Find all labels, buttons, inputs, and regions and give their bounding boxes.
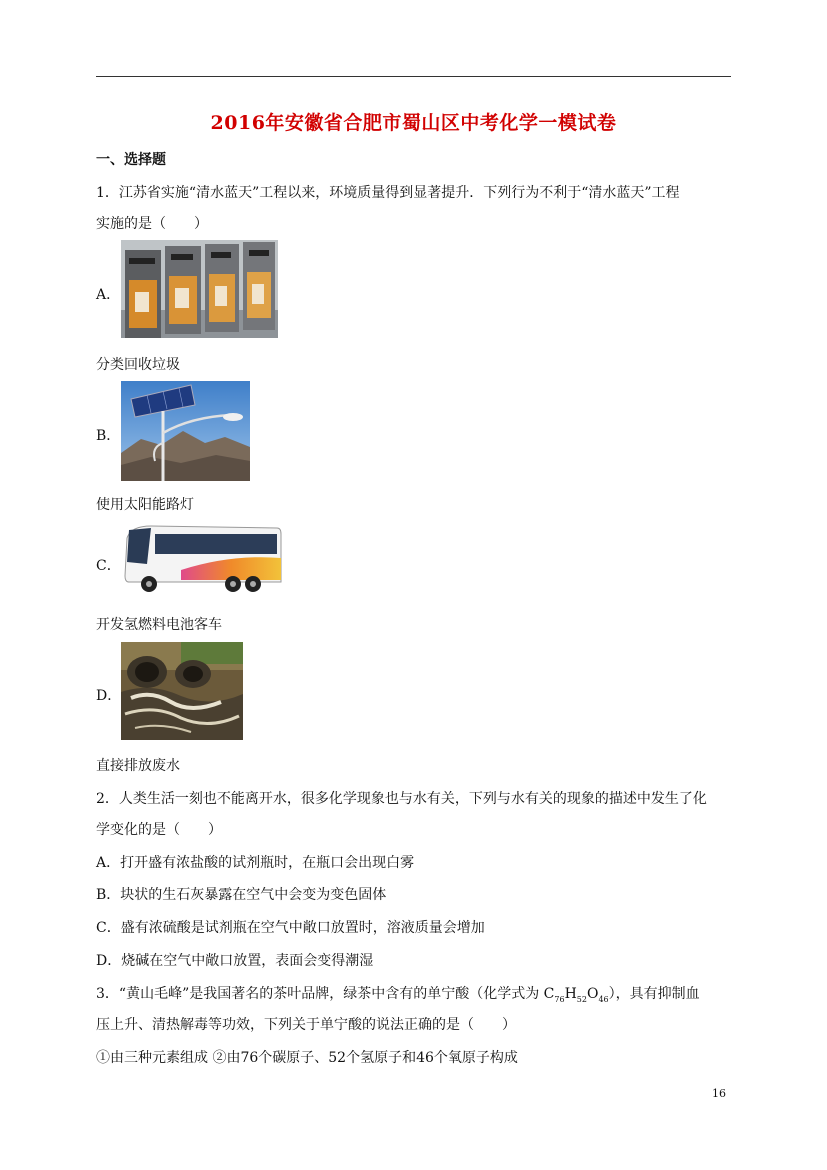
q1-option-c-caption: 开发氢燃料电池客车 — [96, 617, 222, 633]
page-title: 2016年安徽省合肥市蜀山区中考化学一模试卷 — [210, 112, 617, 134]
formula-o: O — [586, 986, 599, 1002]
q3-line1 — [96, 984, 700, 1010]
q3-line1-post: ），具有抑制血 — [608, 986, 700, 1002]
q1-option-a-caption: 分类回收垃圾 — [96, 357, 180, 373]
q2-option-c: C．盛有浓硫酸是试剂瓶在空气中敞口放置时，溶液质量会增加 — [96, 920, 485, 936]
formula-h: H — [564, 986, 577, 1002]
bus-photo — [121, 520, 284, 600]
q2-option-b: B．块状的生石灰暴露在空气中会变为变色固体 — [96, 887, 387, 903]
q2-option-d: D．烧碱在空气中敞口放置，表面会变得潮湿 — [96, 953, 374, 969]
formula-c-subscript: 76 — [554, 994, 565, 1004]
q1-option-d-letter: D． — [96, 688, 122, 704]
solar-street-lamp-photo — [121, 381, 250, 481]
q1-line1: 1．江苏省实施“清水蓝天”工程以来，环境质量得到显著提升．下列行为不利于“清水蓝天”工程 — [96, 185, 680, 201]
q1-option-c-letter: C． — [96, 558, 121, 574]
q1-option-a-letter: A． — [96, 287, 121, 303]
header-rule — [96, 76, 731, 77]
q1-option-b-letter: B． — [96, 428, 121, 444]
q2-option-a: A．打开盛有浓盐酸的试剂瓶时，在瓶口会出现白雾 — [96, 855, 415, 871]
wastewater-discharge-photo — [121, 642, 243, 740]
q2-line2: 学变化的是（ ） — [96, 822, 222, 838]
q2-line1: 2．人类生活一刻也不能离开水，很多化学现象也与水有关，下列与水有关的现象的描述中发生了化 — [96, 791, 707, 807]
formula-o-subscript: 46 — [598, 994, 609, 1004]
recycling-bins-photo — [121, 240, 278, 338]
q1-line2: 实施的是（ ） — [96, 216, 208, 232]
section-heading: 一、选择题 — [96, 152, 166, 168]
q1-option-d-caption: 直接排放废水 — [96, 758, 180, 774]
q3-line3: ①由三种元素组成 ②由76个碳原子、52个氢原子和46个氧原子构成 — [96, 1050, 518, 1066]
q3-line2: 压上升、清热解毒等功效，下列关于单宁酸的说法正确的是（ ） — [96, 1017, 516, 1033]
formula-h-subscript: 52 — [576, 994, 587, 1004]
page-number: 16 — [712, 1087, 726, 1100]
q3-line1-pre: 3．“黄山毛峰”是我国著名的茶叶品牌，绿茶中含有的单宁酸（化学式为 C — [96, 986, 555, 1002]
q1-option-b-caption: 使用太阳能路灯 — [96, 497, 194, 513]
